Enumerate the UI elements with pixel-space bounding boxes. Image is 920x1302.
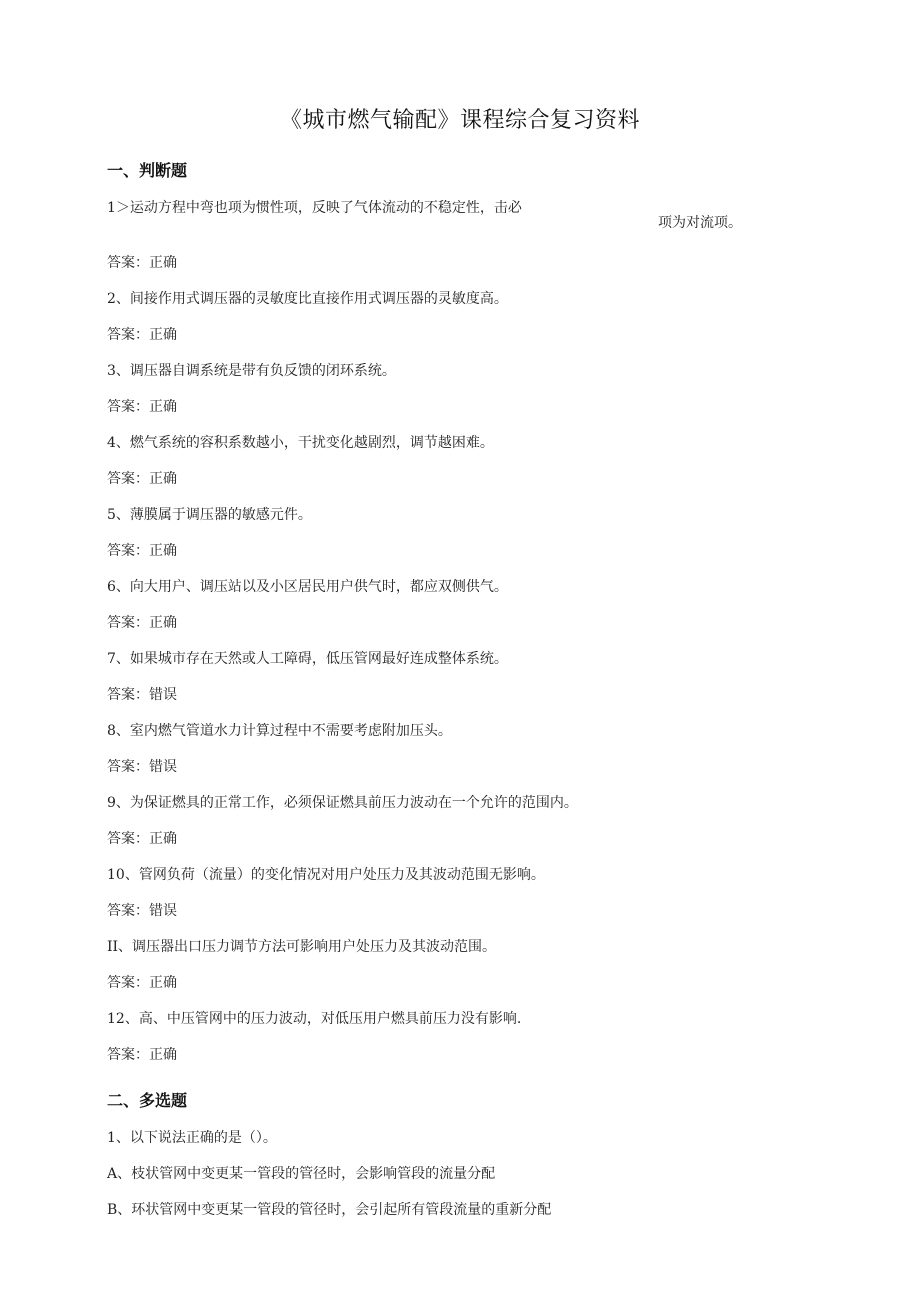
answer-1: 答案：正确	[107, 255, 177, 271]
question-7: 7、如果城市存在天然或人工障碍，低压管网最好连成整体系统。	[107, 651, 508, 667]
question-6: 6、向大用户、调压站以及小区居民用户供气时，都应双侧供气。	[107, 579, 508, 595]
mc-option-a: A、枝状管网中变更某一管段的管径时，会影响管段的流量分配	[107, 1166, 496, 1182]
question-11: II、调压器出口压力调节方法可影响用户处压力及其波动范围。	[107, 939, 497, 955]
answer-8: 答案：错误	[107, 759, 177, 775]
mc-option-b: B、环状管网中变更某一管段的管径时，会引起所有管段流量的重新分配	[107, 1202, 552, 1218]
mc-question-1: 1、以下说法正确的是（）。	[107, 1130, 277, 1146]
section-heading-true-false: 一、判断题	[107, 161, 188, 180]
question-3: 3、调压器自调系统是带有负反馈的闭环系统。	[107, 363, 396, 379]
question-9: 9、为保证燃具的正常工作，必须保证燃具前压力波动在一个允许的范围内。	[107, 795, 578, 811]
answer-2: 答案：正确	[107, 327, 177, 343]
question-1: 1＞运动方程中弯也项为惯性项，反映了气体流动的不稳定性，击必	[107, 200, 522, 216]
answer-9: 答案：正确	[107, 831, 177, 847]
question-10: 10、管网负荷（流量）的变化情况对用户处压力及其波动范围无影响。	[107, 867, 545, 883]
answer-4: 答案：正确	[107, 471, 177, 487]
answer-10: 答案：错误	[107, 903, 177, 919]
question-2: 2、间接作用式调压器的灵敏度比直接作用式调压器的灵敏度高。	[107, 291, 508, 307]
answer-5: 答案：正确	[107, 543, 177, 559]
question-12: 12、高、中压管网中的压力波动，对低压用户燃具前压力没有影响.	[107, 1011, 522, 1027]
answer-6: 答案：正确	[107, 615, 177, 631]
document-title: 《城市燃气输配》课程综合复习资料	[279, 108, 640, 133]
answer-3: 答案：正确	[107, 399, 177, 415]
answer-12: 答案：正确	[107, 1047, 177, 1063]
question-5: 5、薄膜属于调压器的敏感元件。	[107, 507, 312, 523]
section-heading-multiple-choice: 二、多选题	[107, 1091, 188, 1110]
answer-7: 答案：错误	[107, 687, 177, 703]
question-4: 4、燃气系统的容积系数越小，干扰变化越剧烈，调节越困难。	[107, 435, 494, 451]
question-1-continuation: 项为对流项。	[658, 215, 742, 231]
answer-11: 答案：正确	[107, 975, 177, 991]
question-8: 8、室内燃气管道水力计算过程中不需要考虑附加压头。	[107, 723, 452, 739]
